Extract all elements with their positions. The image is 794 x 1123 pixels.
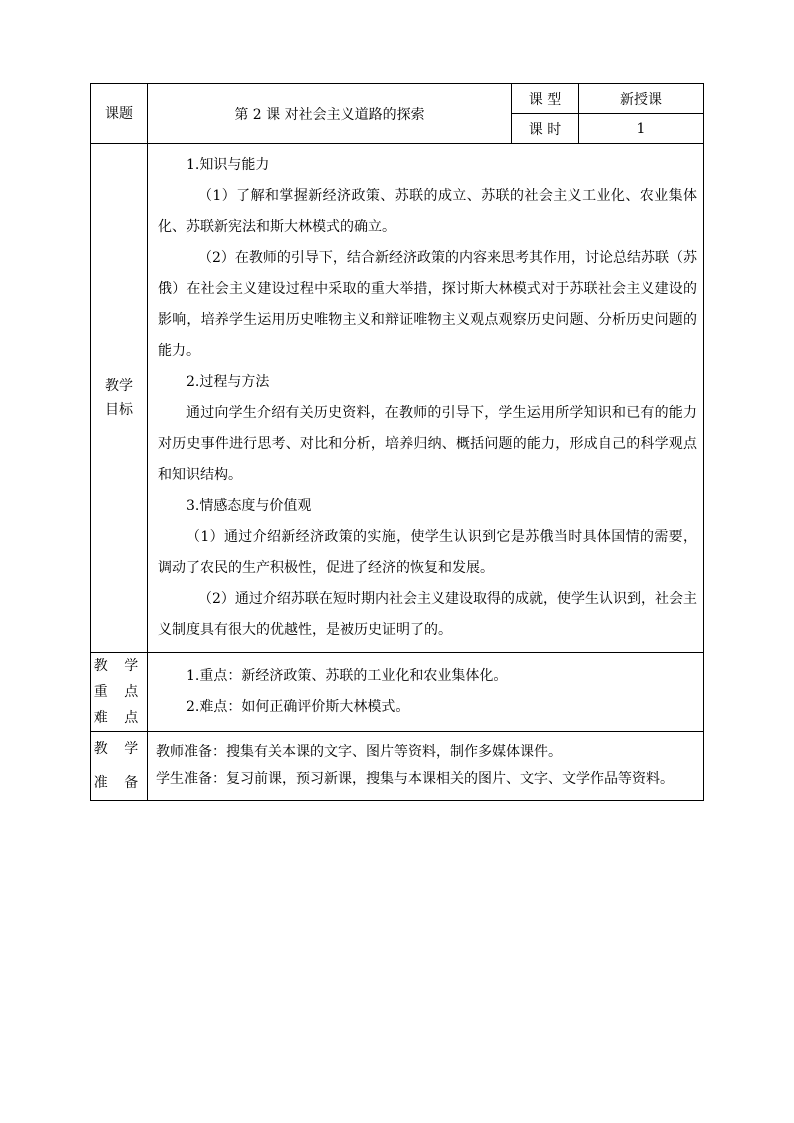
goals-label (91, 144, 148, 653)
topic-value: 第 2 课 对社会主义道路的探索 (148, 84, 512, 144)
knowledge-paragraph-1: （1）了解和掌握新经济政策、苏联的成立、苏联的社会主义工业化、农业集体化、苏联新宪法和斯大林模式的确立。 (158, 188, 697, 235)
lesson-plan-table (90, 83, 704, 801)
attitude-paragraph-2: （2）通过介绍苏联在短时期内社会主义建设取得的成就，使学生认识到，社会主义制度具有很大的优越性，是被历史证明了的。 (158, 591, 697, 638)
attitude-paragraph-1: （1）通过介绍新经济政策的实施，使学生认识到它是苏俄当时具体国情的需要，调动了农民的生产积极性，促进了经济的恢复和发展。 (158, 529, 697, 576)
section-process-title: 2.过程与方法 (186, 374, 270, 390)
goals-content (148, 144, 704, 653)
hours-value: 1 (579, 114, 704, 144)
topic-label: 课题 (91, 84, 148, 144)
process-paragraph: 通过向学生介绍有关历史资料，在教师的引导下，学生运用所学知识和已有的能力对历史事件进行思考、对比和分析，培养归纳、概括问题的能力，形成自己的科学观点和知识结构。 (158, 405, 697, 483)
prep-label-line-1: 教 学 (93, 741, 145, 757)
type-value: 新授课 (579, 84, 704, 114)
focus-content (148, 653, 704, 732)
prep-content (148, 732, 704, 801)
focus-label (91, 653, 148, 732)
focus-label-line-1: 教 学 (93, 658, 145, 674)
focus-label-line-2: 重 点 (93, 684, 145, 700)
focus-key-point: 1.重点：新经济政策、苏联的工业化和农业集体化。 (186, 668, 508, 684)
focus-label-line-3: 难 点 (93, 710, 145, 726)
teacher-prep: 教师准备：搜集有关本课的文字、图片等资料，制作多媒体课件。 (156, 744, 562, 760)
focus-difficult-point: 2.难点：如何正确评价斯大林模式。 (186, 699, 410, 715)
knowledge-paragraph-2: （2）在教师的引导下，结合新经济政策的内容来思考其作用，讨论总结苏联（苏俄）在社会主义建设过程中采取的重大举措，探讨斯大林模式对于苏联社会主义建设的影响，培养学生运用历史唯物主义和辩证唯物主义观点观察历史问题、分析历史问题的能力。 (158, 250, 697, 359)
type-label: 课 型 (512, 84, 579, 114)
goals-label-line-2: 目标 (105, 402, 133, 418)
goals-label-line-1: 教学 (105, 378, 133, 394)
prep-label (91, 732, 148, 801)
prep-label-line-2: 准 备 (93, 775, 145, 791)
hours-label: 课 时 (512, 114, 579, 144)
section-knowledge-title: 1.知识与能力 (186, 157, 270, 173)
section-attitude-title: 3.情感态度与价值观 (186, 498, 312, 514)
student-prep: 学生准备：复习前课，预习新课，搜集与本课相关的图片、文字、文学作品等资料。 (156, 771, 674, 787)
